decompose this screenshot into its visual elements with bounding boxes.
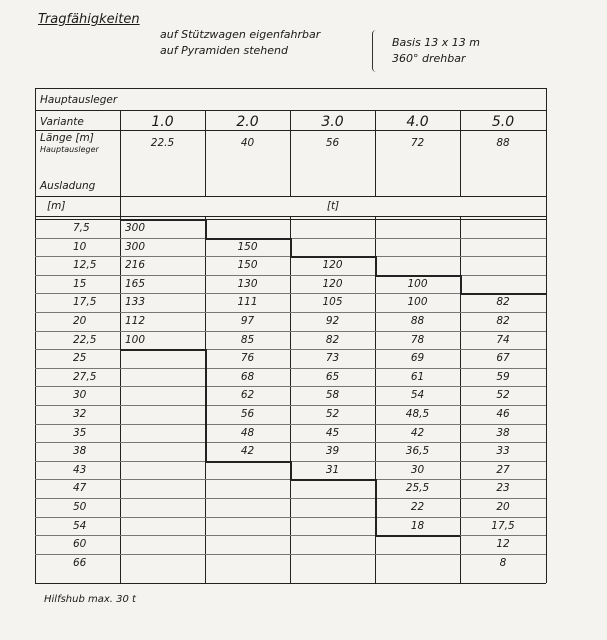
load-cell: 76 bbox=[240, 352, 255, 365]
variant-label: Variante bbox=[40, 116, 84, 128]
load-cell: 52 bbox=[496, 389, 510, 402]
step-bot-v3 bbox=[375, 479, 377, 535]
load-cell: 133 bbox=[124, 296, 146, 309]
load-cell: 165 bbox=[124, 277, 146, 290]
load-cell: 58 bbox=[325, 389, 340, 402]
variant-header: 3.0 bbox=[321, 114, 344, 130]
load-cell: 100 bbox=[124, 333, 146, 346]
load-cell: 82 bbox=[496, 315, 510, 327]
radius-cell: 17,5 bbox=[73, 296, 97, 309]
length-sublabel: Hauptausleger bbox=[40, 145, 99, 154]
load-cell: 88 bbox=[410, 315, 425, 327]
load-cell: 61 bbox=[410, 370, 425, 383]
load-cell: 73 bbox=[325, 352, 340, 365]
load-cell: 52 bbox=[325, 408, 340, 420]
step-bot-h4 bbox=[375, 535, 460, 537]
step-top-h2 bbox=[290, 256, 375, 258]
load-cell: 12 bbox=[496, 538, 510, 551]
load-cell: 105 bbox=[322, 296, 343, 309]
step-bot-v2 bbox=[290, 461, 292, 480]
row-rule bbox=[35, 368, 546, 369]
step-bot-v1 bbox=[205, 349, 207, 461]
radius-cell: 54 bbox=[73, 519, 87, 532]
column-rule bbox=[120, 110, 121, 583]
brace-divider bbox=[372, 30, 381, 72]
load-cell: 82 bbox=[325, 333, 340, 346]
section-label: Hauptausleger bbox=[40, 94, 118, 106]
column-rule-data bbox=[290, 216, 291, 583]
column-rule bbox=[460, 110, 461, 196]
boom-length: 72 bbox=[410, 137, 425, 149]
load-cell: 100 bbox=[407, 277, 428, 290]
table-border-bottom bbox=[35, 583, 546, 584]
step-bot-h1 bbox=[120, 349, 205, 351]
step-top-v3 bbox=[375, 256, 377, 275]
radius-cell: 43 bbox=[73, 463, 87, 476]
variant-header: 5.0 bbox=[491, 114, 515, 130]
load-cell: 31 bbox=[325, 463, 340, 476]
length-label: Länge [m] bbox=[40, 132, 94, 144]
radius-cell: 22,5 bbox=[73, 333, 97, 346]
load-cell: 39 bbox=[325, 445, 340, 458]
column-rule bbox=[375, 110, 376, 196]
row-rule bbox=[35, 331, 546, 332]
basis-dimension: Basis 13 x 13 m bbox=[392, 36, 481, 49]
load-cell: 112 bbox=[124, 315, 146, 327]
row-rule bbox=[35, 312, 546, 313]
load-cell: 27 bbox=[496, 463, 510, 476]
load-cell: 120 bbox=[322, 277, 343, 290]
load-cell: 82 bbox=[496, 296, 510, 309]
row-rule bbox=[35, 275, 546, 276]
load-cell: 92 bbox=[325, 315, 340, 327]
table-border-top bbox=[35, 88, 546, 89]
load-cell: 8 bbox=[499, 556, 507, 569]
column-rule-data bbox=[460, 216, 461, 583]
boom-length: 88 bbox=[496, 137, 510, 149]
boom-length: 22.5 bbox=[150, 137, 175, 149]
boom-length: 56 bbox=[325, 137, 340, 149]
load-cell: 18 bbox=[410, 519, 425, 532]
load-cell: 300 bbox=[124, 240, 146, 253]
load-cell: 62 bbox=[240, 389, 255, 402]
radius-cell: 47 bbox=[73, 482, 87, 495]
load-cell: 54 bbox=[410, 389, 425, 402]
radius-cell: 7,5 bbox=[73, 222, 90, 234]
load-cell: 22 bbox=[410, 501, 425, 513]
variant-header: 1.0 bbox=[151, 114, 174, 130]
load-cell: 20 bbox=[496, 501, 510, 513]
load-cell: 38 bbox=[496, 426, 510, 439]
load-cell: 150 bbox=[237, 259, 258, 272]
step-bot-h2 bbox=[205, 461, 290, 463]
page-title: Tragfähigkeiten bbox=[38, 12, 140, 27]
radius-cell: 12,5 bbox=[73, 259, 97, 272]
row-rule bbox=[35, 498, 546, 499]
row-rule bbox=[35, 535, 546, 536]
load-cell: 216 bbox=[124, 259, 146, 272]
load-cell: 30 bbox=[410, 463, 425, 476]
radius-cell: 27,5 bbox=[73, 370, 97, 383]
load-cell: 300 bbox=[124, 222, 146, 234]
load-cell: 48 bbox=[240, 426, 255, 439]
row-rule bbox=[35, 405, 546, 406]
load-cell: 68 bbox=[240, 370, 255, 383]
radius-cell: 60 bbox=[73, 538, 87, 551]
load-cell: 100 bbox=[407, 296, 428, 309]
load-cell: 23 bbox=[496, 482, 510, 495]
load-cell: 74 bbox=[496, 333, 510, 346]
step-top-v2 bbox=[290, 238, 292, 257]
load-cell: 130 bbox=[237, 277, 258, 290]
step-top-h1 bbox=[205, 238, 290, 240]
load-cell: 42 bbox=[240, 445, 255, 458]
radius-cell: 35 bbox=[73, 426, 87, 439]
rotation-info: 360° drehbar bbox=[392, 52, 466, 65]
load-cell: 67 bbox=[496, 352, 510, 365]
load-cell: 78 bbox=[410, 333, 425, 346]
radius-cell: 32 bbox=[73, 408, 87, 420]
step-top-h3 bbox=[375, 275, 460, 277]
load-cell: 65 bbox=[325, 370, 340, 383]
load-cell: 46 bbox=[496, 408, 510, 420]
step-top-h0 bbox=[120, 219, 205, 221]
radius-unit: [m] bbox=[47, 200, 66, 212]
row-rule bbox=[35, 517, 546, 518]
column-rule bbox=[205, 110, 206, 196]
condition-on-pyramids: auf Pyramiden stehend bbox=[160, 44, 288, 57]
load-cell: 97 bbox=[240, 315, 255, 327]
variant-header: 4.0 bbox=[406, 114, 429, 130]
load-cell: 42 bbox=[410, 426, 425, 439]
table-border-left bbox=[35, 88, 36, 583]
radius-cell: 20 bbox=[73, 315, 87, 327]
variant-header: 2.0 bbox=[236, 114, 259, 130]
load-unit: [t] bbox=[326, 200, 340, 212]
radius-cell: 30 bbox=[73, 389, 87, 402]
step-top-h4 bbox=[460, 293, 546, 295]
radius-cell: 15 bbox=[73, 277, 87, 290]
radius-cell: 66 bbox=[73, 556, 87, 569]
auxiliary-hoist-note: Hilfshub max. 30 t bbox=[44, 594, 136, 605]
load-cell: 150 bbox=[237, 240, 258, 253]
load-cell: 85 bbox=[240, 333, 255, 346]
radius-cell: 25 bbox=[73, 352, 87, 365]
step-top-v4 bbox=[460, 275, 462, 294]
table-border-right bbox=[546, 88, 547, 583]
column-rule bbox=[290, 110, 291, 196]
load-cell: 48,5 bbox=[405, 408, 430, 420]
condition-self-propelled: auf Stützwagen eigenfahrbar bbox=[160, 28, 321, 41]
radius-label: Ausladung bbox=[40, 180, 96, 192]
step-top-v1 bbox=[205, 219, 207, 238]
row-rule bbox=[35, 424, 546, 425]
boom-length: 40 bbox=[240, 137, 255, 149]
radius-cell: 10 bbox=[73, 240, 87, 253]
step-bot-h3 bbox=[290, 479, 375, 481]
load-cell: 59 bbox=[496, 370, 510, 383]
radius-cell: 50 bbox=[73, 501, 87, 513]
load-cell: 45 bbox=[325, 426, 340, 439]
load-cell: 69 bbox=[410, 352, 425, 365]
row-rule bbox=[35, 349, 546, 350]
load-cell: 120 bbox=[322, 259, 343, 272]
load-cell: 25,5 bbox=[405, 482, 430, 495]
row-rule bbox=[35, 442, 546, 443]
load-cell: 33 bbox=[496, 445, 510, 458]
load-capacity-table bbox=[35, 88, 546, 583]
row-rule bbox=[35, 554, 546, 555]
load-cell: 111 bbox=[237, 296, 258, 309]
row-rule bbox=[35, 386, 546, 387]
radius-cell: 38 bbox=[73, 445, 87, 458]
load-cell: 36,5 bbox=[405, 445, 430, 458]
load-cell: 17,5 bbox=[491, 519, 515, 532]
load-cell: 56 bbox=[240, 408, 255, 420]
rule-above-units bbox=[35, 196, 546, 197]
